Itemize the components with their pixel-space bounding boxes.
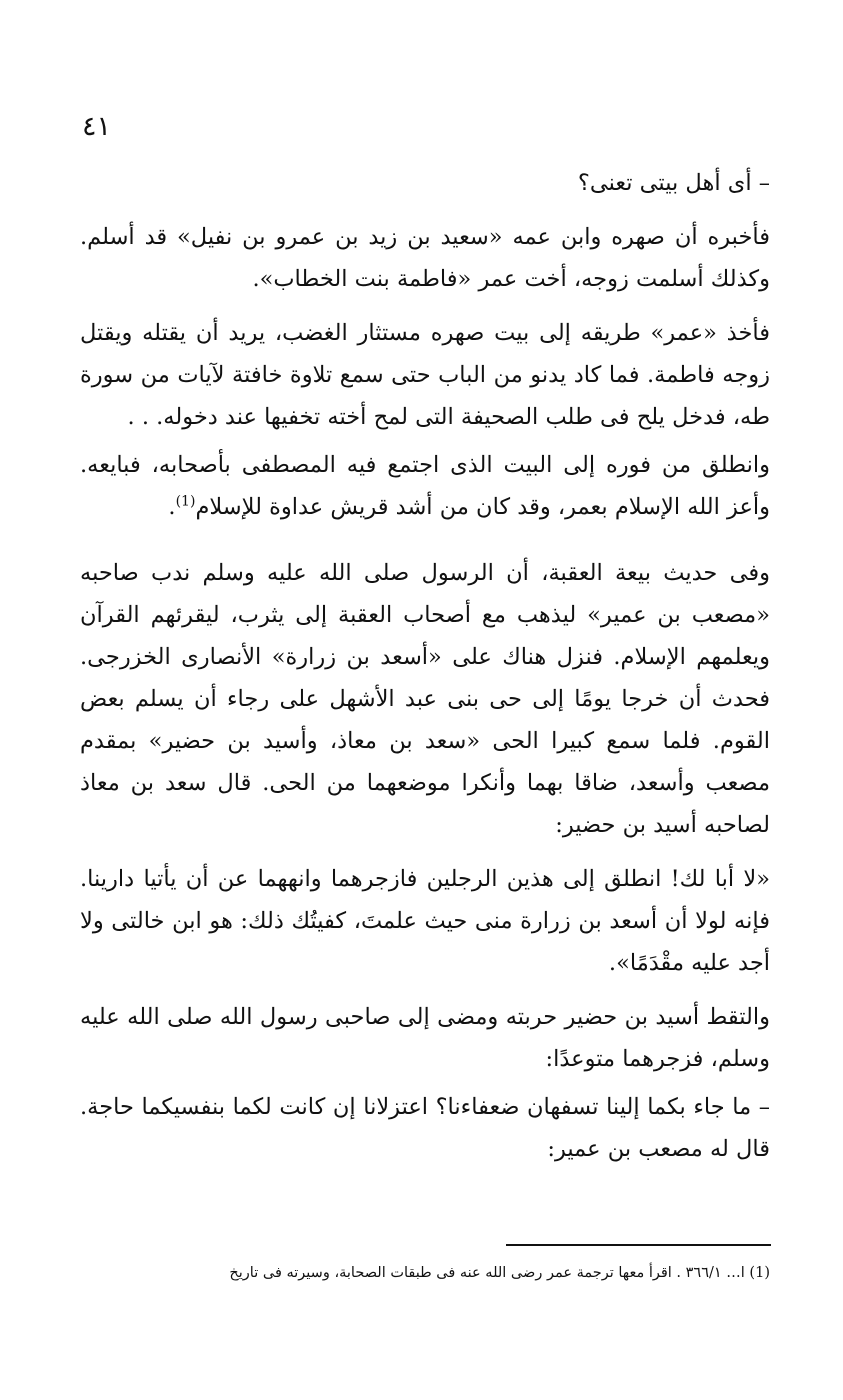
page-number: ٤١ <box>82 111 112 142</box>
footnote-divider <box>506 1244 771 1246</box>
paragraph-text: وانطلق من فوره إلى البيت الذى اجتمع فيه المصطفى بأصحابه، فبايعه. وأعز الله الإسلام بعمر، وقد كان من أشد قريش عداوة للإسلام <box>80 452 770 520</box>
footnote-marker: (1) <box>175 493 196 510</box>
footnote: (1) ا… ٣٦٦/١ . اقرأ معها ترجمة عمر رضى الله عنه فى طبقات الصحابة، وسيرته فى تاريخ <box>229 1265 770 1281</box>
paragraph: والتقط أسيد بن حضير حربته ومضى إلى صاحبى رسول الله صلى الله عليه وسلم، فزجرهما متوعدًا: <box>80 1004 770 1072</box>
paragraph: «لا أبا لك! انطلق إلى هذين الرجلين فازجرهما وانههما عن أن يأتيا دارينا. فإنه لولا أن أسعد بن زرارة منى حيث علمتَ، كفيتُك ذلك: هو ابن خالتى ولا أجد عليه مقْدَمًا». <box>80 866 770 976</box>
paragraph: – ما جاء بكما إلينا تسفهان ضعفاءنا؟ اعتزلانا إن كانت لكما بنفسيكما حاجة. قال له مصعب بن عمير: <box>80 1094 770 1162</box>
paragraph: فأخذ «عمر» طريقه إلى بيت صهره مستثار الغضب، يريد أن يقتله ويقتل زوجه فاطمة. فما كاد يدنو من الباب حتى سمع تلاوة خافتة لآيات من سورة طه، فدخل يلح فى طلب الصحيفة التى لمح أخته تخفيها عند دخوله. . . <box>80 320 770 430</box>
page-body <box>80 110 770 1170</box>
paragraph: فأخبره أن صهره وابن عمه «سعيد بن زيد بن عمرو بن نفيل» قد أسلم. وكذلك أسلمت زوجه، أخت عمر «فاطمة بنت الخطاب». <box>80 224 770 292</box>
paragraph: وفى حديث بيعة العقبة، أن الرسول صلى الله عليه وسلم ندب صاحبه «مصعب بن عمير» ليذهب مع أصحاب العقبة إلى يثرب، ليقرئهم القرآن ويعلمهم الإسلام. فنزل هناك على «أسعد بن زرارة» الأنصارى الخزرجى. فحدث أن خرجا يومًا إلى حى بنى عبد الأشهل على رجاء أن يسلم بعض القوم. فلما سمع كبيرا الحى «سعد بن معاذ، وأسيد بن حضير» بمقدم مصعب وأسعد، ضاقا بهما وأنكرا موضعهما من الحى. قال سعد بن معاذ لصاحبه أسيد بن حضير: <box>80 560 770 838</box>
paragraph <box>80 444 770 528</box>
paragraph-end: . <box>168 494 176 520</box>
paragraph: – أى أهل بيتى تعنى؟ <box>577 170 770 196</box>
